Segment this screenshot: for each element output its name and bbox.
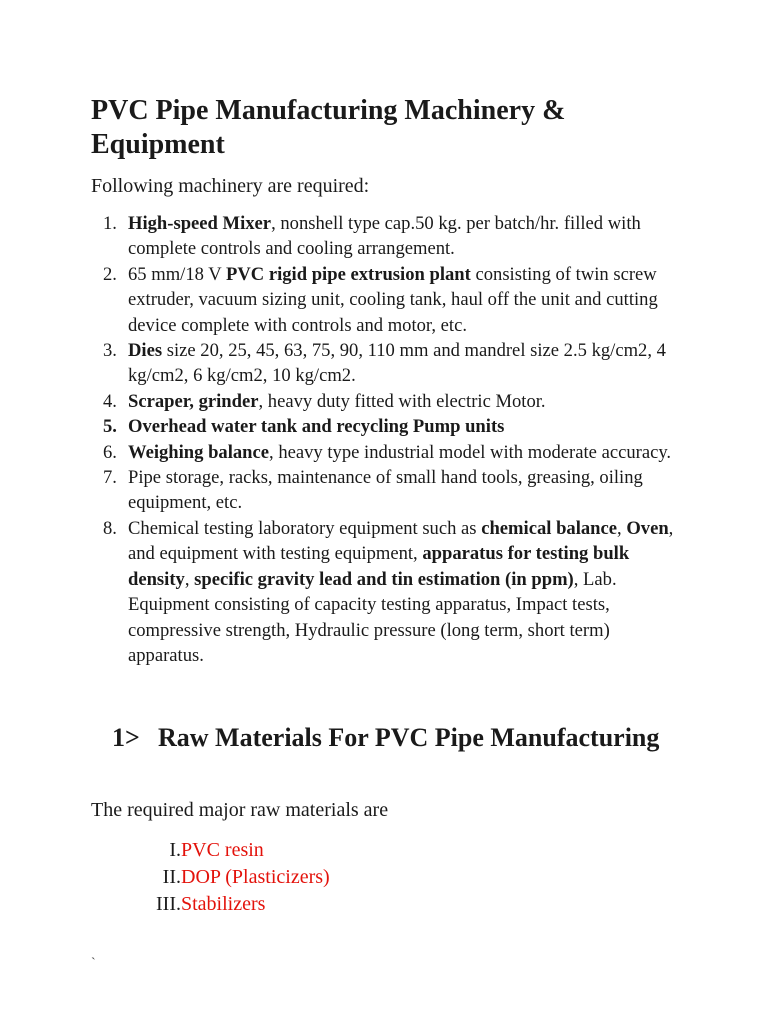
item-description: , nonshell type cap.50 kg. per batch/hr. filled with complete controls and cooling arrangement. bbox=[128, 213, 641, 260]
item-description: Pipe storage, racks, maintenance of small hand tools, greasing, oiling equipment, etc. bbox=[128, 467, 643, 514]
item-description: size 20, 25, 45, 63, 75, 90, 110 mm and mandrel size 2.5 kg/cm2, 4 kg/cm2, 6 kg/cm2, 10 kg/cm2. bbox=[128, 340, 666, 387]
bold-term: Scraper, grinder bbox=[128, 390, 259, 412]
roman-numeral: III. bbox=[156, 893, 181, 915]
bold-term: apparatus for testing bulk density bbox=[128, 543, 630, 590]
item-description: Chemical testing laboratory equipment such as bbox=[128, 517, 482, 539]
list-number: 8. bbox=[103, 517, 117, 539]
item-description: , and equipment with testing equipment, bbox=[128, 517, 674, 565]
bold-term: PVC rigid pipe extrusion plant bbox=[225, 263, 471, 285]
list-number: 2. bbox=[103, 263, 117, 285]
list-number: 3. bbox=[103, 340, 117, 362]
list-number: 6. bbox=[103, 441, 117, 463]
machinery-intro: Following machinery are required: bbox=[91, 175, 370, 197]
raw-material-label: PVC resin bbox=[181, 839, 264, 861]
machinery-item bbox=[91, 389, 681, 414]
machinery-item bbox=[91, 262, 681, 338]
roman-numeral: I. bbox=[169, 839, 181, 861]
item-description: , heavy type industrial model with moderate accuracy. bbox=[269, 441, 672, 463]
bold-term: Weighing balance bbox=[128, 441, 270, 463]
bold-term: chemical balance bbox=[481, 517, 618, 539]
list-number: 4. bbox=[103, 390, 117, 412]
section-heading-text: Raw Materials For PVC Pipe Manufacturing bbox=[158, 723, 660, 752]
item-description: , Lab. Equipment consisting of capacity testing apparatus, Impact tests, compressive strength, Hydraulic pressure (long term, short term) apparatus. bbox=[128, 568, 617, 666]
machinery-item-text bbox=[128, 467, 643, 513]
item-description: 65 mm/18 V bbox=[128, 263, 226, 285]
machinery-item bbox=[91, 414, 681, 439]
raw-materials-intro: The required major raw materials are bbox=[91, 799, 389, 821]
list-number: 7. bbox=[103, 467, 117, 489]
section-marker: 1> bbox=[112, 723, 140, 752]
machinery-item-text bbox=[128, 340, 666, 386]
bold-term: Oven bbox=[626, 517, 669, 539]
machinery-item-text bbox=[128, 518, 673, 666]
raw-material-label: Stabilizers bbox=[181, 893, 266, 915]
machinery-item-text bbox=[128, 416, 504, 437]
roman-numeral: II. bbox=[162, 866, 181, 888]
document-title: PVC Pipe Manufacturing Machinery & Equipment bbox=[91, 95, 566, 160]
item-description: , heavy duty fitted with electric Motor. bbox=[258, 390, 546, 412]
machinery-item bbox=[91, 465, 681, 516]
bold-term: High-speed Mixer bbox=[128, 213, 272, 234]
raw-materials-list bbox=[91, 837, 491, 918]
machinery-item-text bbox=[128, 442, 671, 463]
machinery-item-text bbox=[128, 264, 658, 336]
bold-term: specific gravity lead and tin estimation (in ppm) bbox=[194, 568, 574, 590]
list-number: 1. bbox=[103, 213, 117, 234]
item-description: consisting of twin screw extruder, vacuum sizing unit, cooling tank, haul off the unit and cutting device complete with controls and motor, etc. bbox=[128, 263, 658, 336]
bold-term: Dies bbox=[128, 340, 163, 362]
item-description: , bbox=[184, 568, 195, 590]
section-heading bbox=[112, 720, 672, 755]
raw-material-item bbox=[91, 837, 491, 864]
item-description: , bbox=[617, 517, 627, 539]
bold-term: Overhead water tank and recycling Pump units bbox=[128, 416, 505, 438]
machinery-item bbox=[91, 516, 681, 668]
raw-material-item bbox=[91, 864, 491, 891]
list-number: 5. bbox=[103, 416, 117, 438]
machinery-item bbox=[91, 211, 681, 262]
machinery-item-text bbox=[128, 391, 546, 412]
machinery-item bbox=[91, 338, 681, 389]
machinery-item-text bbox=[128, 213, 641, 259]
machinery-list bbox=[91, 211, 681, 668]
stray-mark: ` bbox=[91, 956, 96, 971]
raw-material-item bbox=[91, 891, 491, 918]
raw-material-label: DOP (Plasticizers) bbox=[181, 866, 330, 888]
machinery-item bbox=[91, 440, 681, 465]
